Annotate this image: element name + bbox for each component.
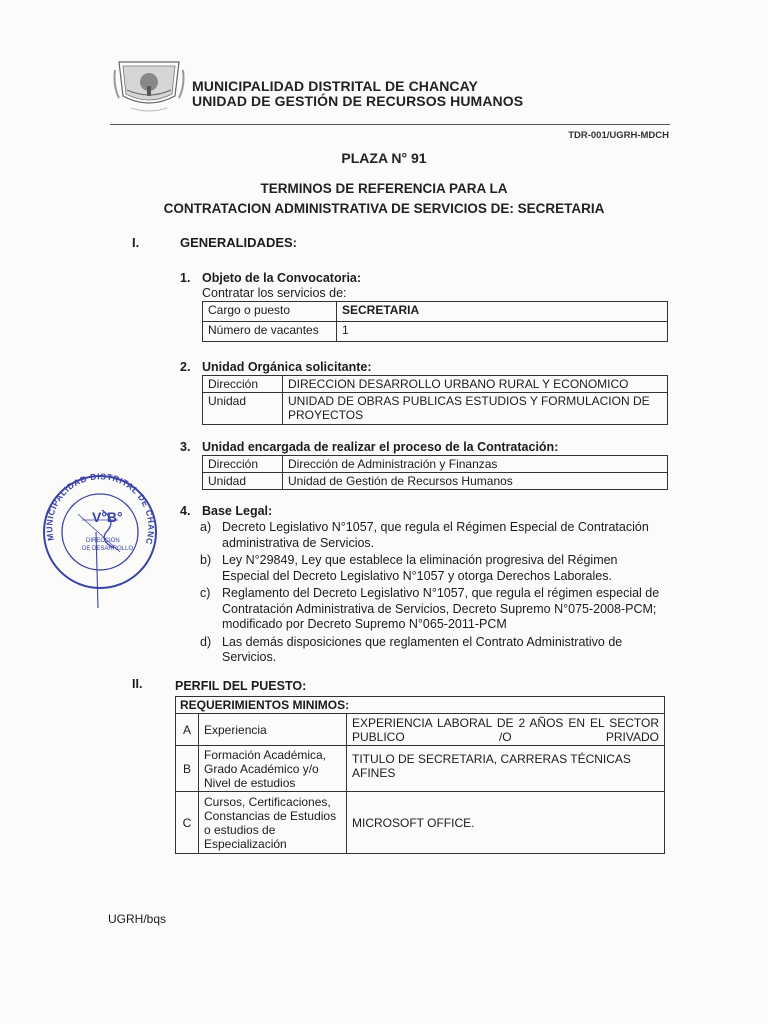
list-text: Decreto Legislativo N°1057, que regula el Régimen Especial de Contratación administrativa de Servicios.	[222, 520, 649, 550]
header-rule	[110, 124, 670, 125]
item4-title: Base Legal:	[202, 504, 273, 518]
requirement-label: Cursos, Certificaciones, Constancias de Estudios o estudios de Especialización	[199, 792, 347, 854]
terms-title-line2: CONTRATACION ADMINISTRATIVA DE SERVICIOS DE: SECRETARIA	[163, 201, 605, 216]
list-item	[200, 586, 668, 633]
document-reference: TDR-001/UGRH-MDCH	[568, 130, 669, 141]
contracting-unit-table	[202, 455, 668, 490]
section1-number: I.	[132, 235, 140, 250]
list-marker: a)	[200, 520, 212, 534]
org-unit: UNIDAD DE GESTIÓN DE RECURSOS HUMANOS	[192, 93, 524, 109]
cell-label: Cargo o puesto	[203, 302, 337, 322]
list-item	[200, 520, 668, 551]
item2-number: 2.	[180, 360, 191, 374]
requirement-value: MICROSOFT OFFICE.	[347, 792, 665, 854]
cell-value: 1	[337, 322, 668, 342]
item3-number: 3.	[180, 440, 191, 454]
requirement-value: TITULO DE SECRETARIA, CARRERAS TÉCNICAS AFINES	[347, 746, 665, 792]
table-row	[203, 322, 668, 342]
table-row	[203, 473, 668, 490]
table-row	[203, 393, 668, 425]
table-row	[176, 746, 665, 792]
item2-title: Unidad Orgánica solicitante:	[202, 360, 372, 374]
cell-value: SECRETARIA	[337, 302, 668, 322]
row-letter: B	[176, 746, 199, 792]
cell-label: Dirección	[203, 376, 283, 393]
list-marker: b)	[200, 553, 212, 567]
cell-value: Dirección de Administración y Finanzas	[283, 456, 668, 473]
municipal-logo	[113, 56, 185, 118]
table-row	[176, 697, 665, 714]
vacancy-table	[202, 301, 668, 342]
legal-basis-list	[200, 520, 668, 666]
requirement-label: Formación Académica, Grado Académico y/o Nivel de estudios	[199, 746, 347, 792]
svg-text:MUNICIPALIDAD DISTRITAL DE CHA: MUNICIPALIDAD DISTRITAL DE CHANC	[44, 471, 157, 547]
list-text: Las demás disposiciones que reglamenten el Contrato Administrativo de Servicios.	[222, 634, 623, 664]
table-row	[203, 456, 668, 473]
requirement-label: Experiencia	[199, 714, 347, 746]
item1-number: 1.	[180, 271, 191, 285]
list-text: Ley N°29849, Ley que establece la eliminación progresiva del Régimen Especial del Decreto Legislativo N°1057 y otorga Derechos Laborales.	[222, 553, 618, 583]
requirements-table	[175, 696, 665, 854]
item1-intro: Contratar los servicios de:	[202, 286, 347, 300]
item3-title: Unidad encargada de realizar el proceso de la Contratación:	[202, 440, 559, 454]
org-name: MUNICIPALIDAD DISTRITAL DE CHANCAY	[192, 78, 478, 94]
cell-label: Unidad	[203, 393, 283, 425]
requirements-header: REQUERIMIENTOS MINIMOS:	[176, 697, 665, 714]
svg-text:DIRECCION: DIRECCION	[86, 538, 120, 544]
terms-title-line1: TERMINOS DE REFERENCIA PARA LA	[260, 181, 508, 196]
requirement-value-text: EXPERIENCIA LABORAL DE 2 AÑOS EN EL SECTOR PUBLICO /O PRIVADO	[352, 715, 659, 744]
list-item	[200, 553, 668, 584]
list-marker: d)	[200, 634, 212, 649]
row-letter: C	[176, 792, 199, 854]
cell-label: Número de vacantes	[203, 322, 337, 342]
cell-value: DIRECCION DESARROLLO URBANO RURAL Y ECONOMICO	[283, 376, 668, 393]
item1-title: Objeto de la Convocatoria:	[202, 271, 362, 285]
cell-value: Unidad de Gestión de Recursos Humanos	[283, 473, 668, 490]
row-letter: A	[176, 714, 199, 746]
list-marker: c)	[200, 586, 211, 600]
section1-title: GENERALIDADES:	[180, 235, 298, 250]
cell-value: UNIDAD DE OBRAS PUBLICAS ESTUDIOS Y FORMULACION DE PROYECTOS	[283, 393, 668, 425]
list-text: Reglamento del Decreto Legislativo N°1057, que regula el régimen especial de Contratación Administrativa de Servicios, Decreto Supremo N°075-2008-PCM; modificado por Decreto Supremo N°065-2011-PCM	[222, 586, 660, 631]
cell-label: Dirección	[203, 456, 283, 473]
requesting-unit-table	[202, 375, 668, 425]
section2-number: II.	[132, 677, 143, 691]
requirement-value	[347, 714, 665, 746]
official-stamp	[38, 470, 162, 610]
footer-initials: UGRH/bqs	[108, 912, 167, 926]
item4-number: 4.	[180, 504, 191, 518]
table-row	[176, 792, 665, 854]
svg-text:DE DESARROLLO: DE DESARROLLO	[82, 546, 134, 552]
section2-title: PERFIL DEL PUESTO:	[175, 679, 307, 693]
table-row	[203, 376, 668, 393]
table-row	[176, 714, 665, 746]
list-item	[200, 635, 668, 666]
table-row	[203, 302, 668, 322]
svg-text:V°B°: V°B°	[92, 509, 123, 525]
plaza-title: PLAZA N° 91	[341, 150, 427, 166]
cell-label: Unidad	[203, 473, 283, 490]
